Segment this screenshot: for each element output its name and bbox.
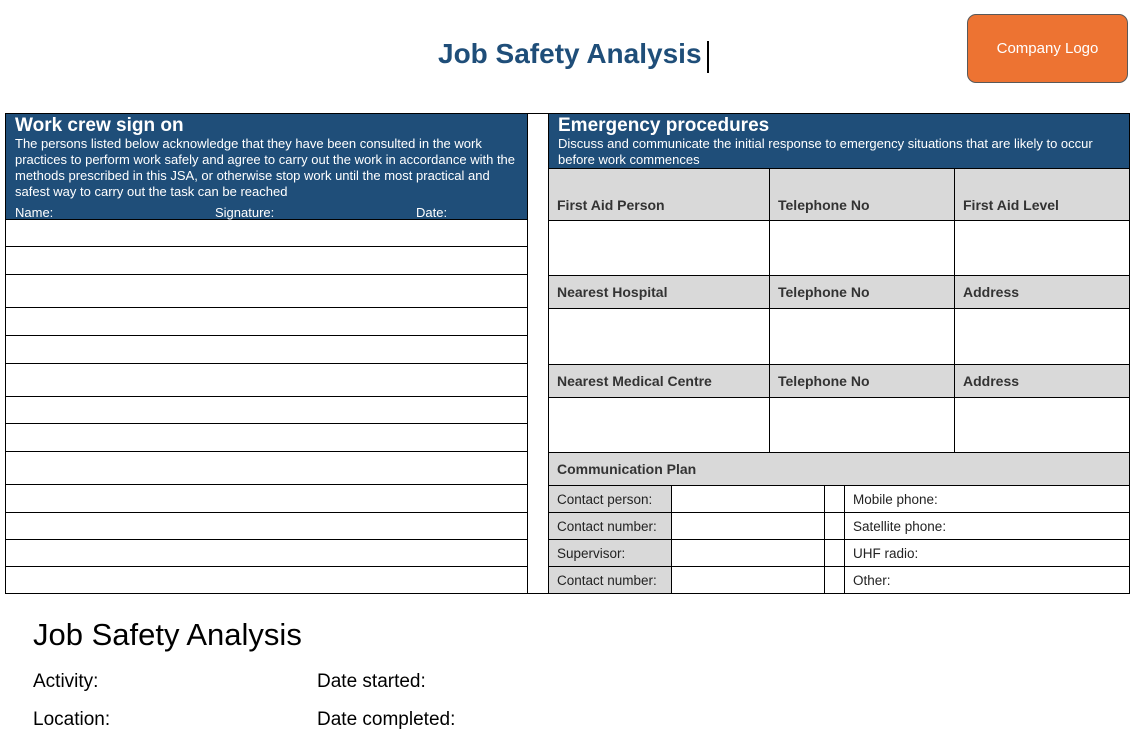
date-completed-label: Date completed: [317, 709, 456, 730]
satellite-phone-field[interactable]: Satellite phone: [844, 512, 1130, 540]
crew-sign-row[interactable] [5, 308, 528, 336]
contact-person-field[interactable] [671, 485, 825, 513]
comm-spacer-cell [824, 512, 845, 540]
contact-number-label: Contact number: [548, 512, 672, 540]
hospital-telephone-field[interactable] [769, 308, 955, 365]
date-column-label: Date: [416, 205, 448, 220]
nearest-medical-centre-field[interactable] [548, 397, 770, 453]
crew-sign-row[interactable] [5, 397, 528, 424]
first-aid-telephone-field[interactable] [769, 220, 955, 276]
work-crew-header [5, 113, 528, 220]
crew-sign-row[interactable] [5, 540, 528, 567]
signature-column-label: Signature: [215, 205, 275, 220]
hospital-address-label: Address [954, 275, 1130, 309]
comm-spacer-cell [824, 566, 845, 594]
uhf-radio-field[interactable]: UHF radio: [844, 539, 1130, 567]
medical-centre-telephone-field[interactable] [769, 397, 955, 453]
other-field[interactable]: Other: [844, 566, 1130, 594]
location-label: Location: [33, 709, 111, 730]
section-title: Job Safety Analysis [33, 617, 302, 652]
first-aid-person-label: First Aid Person [548, 168, 770, 221]
crew-sign-row[interactable] [5, 567, 528, 594]
name-column-label: Name: [15, 205, 54, 220]
crew-sign-row[interactable] [5, 485, 528, 513]
first-aid-telephone-label: Telephone No [769, 168, 955, 221]
crew-sign-row[interactable] [5, 424, 528, 452]
hospital-address-field[interactable] [954, 308, 1130, 365]
supervisor-contact-number-label: Contact number: [548, 566, 672, 594]
text-cursor [707, 41, 709, 73]
mobile-phone-field[interactable]: Mobile phone: [844, 485, 1130, 513]
emergency-description: Discuss and communicate the initial response to emergency situations that are likely to occur before work commences [558, 136, 1093, 167]
medical-centre-telephone-label: Telephone No [769, 364, 955, 398]
page-title: Job Safety Analysis [438, 38, 702, 69]
work-crew-description: The persons listed below acknowledge that they have been consulted in the work practices to perform work safely and agree to carry out the work in accordance with the methods prescribed in this JSA, or otherwise stop work until the most practical and safest way to carry out the task can be reached [15, 136, 516, 199]
contact-person-label: Contact person: [548, 485, 672, 513]
crew-sign-row[interactable] [5, 364, 528, 397]
nearest-medical-centre-label: Nearest Medical Centre [548, 364, 770, 398]
crew-sign-row[interactable] [5, 452, 528, 485]
work-crew-heading: Work crew sign on [15, 115, 184, 136]
comm-spacer-cell [824, 539, 845, 567]
date-started-label: Date started: [317, 671, 426, 692]
nearest-hospital-field[interactable] [548, 308, 770, 365]
communication-plan-heading: Communication Plan [548, 452, 1130, 486]
supervisor-label: Supervisor: [548, 539, 672, 567]
first-aid-person-field[interactable] [548, 220, 770, 276]
crew-sign-row[interactable] [5, 247, 528, 275]
hospital-telephone-label: Telephone No [769, 275, 955, 309]
company-logo[interactable]: Company Logo [967, 14, 1128, 83]
crew-sign-row[interactable] [5, 336, 528, 364]
first-aid-level-label: First Aid Level [954, 168, 1130, 221]
nearest-hospital-label: Nearest Hospital [548, 275, 770, 309]
supervisor-contact-number-field[interactable] [671, 566, 825, 594]
medical-centre-address-field[interactable] [954, 397, 1130, 453]
crew-sign-row[interactable] [5, 220, 528, 247]
supervisor-field[interactable] [671, 539, 825, 567]
crew-sign-row[interactable] [5, 275, 528, 308]
contact-number-field[interactable] [671, 512, 825, 540]
comm-spacer-cell [824, 485, 845, 513]
emergency-header [548, 113, 1130, 169]
first-aid-level-field[interactable] [954, 220, 1130, 276]
activity-label: Activity: [33, 671, 99, 692]
medical-centre-address-label: Address [954, 364, 1130, 398]
column-separator [528, 113, 549, 594]
crew-sign-row[interactable] [5, 513, 528, 540]
emergency-heading: Emergency procedures [558, 115, 770, 136]
